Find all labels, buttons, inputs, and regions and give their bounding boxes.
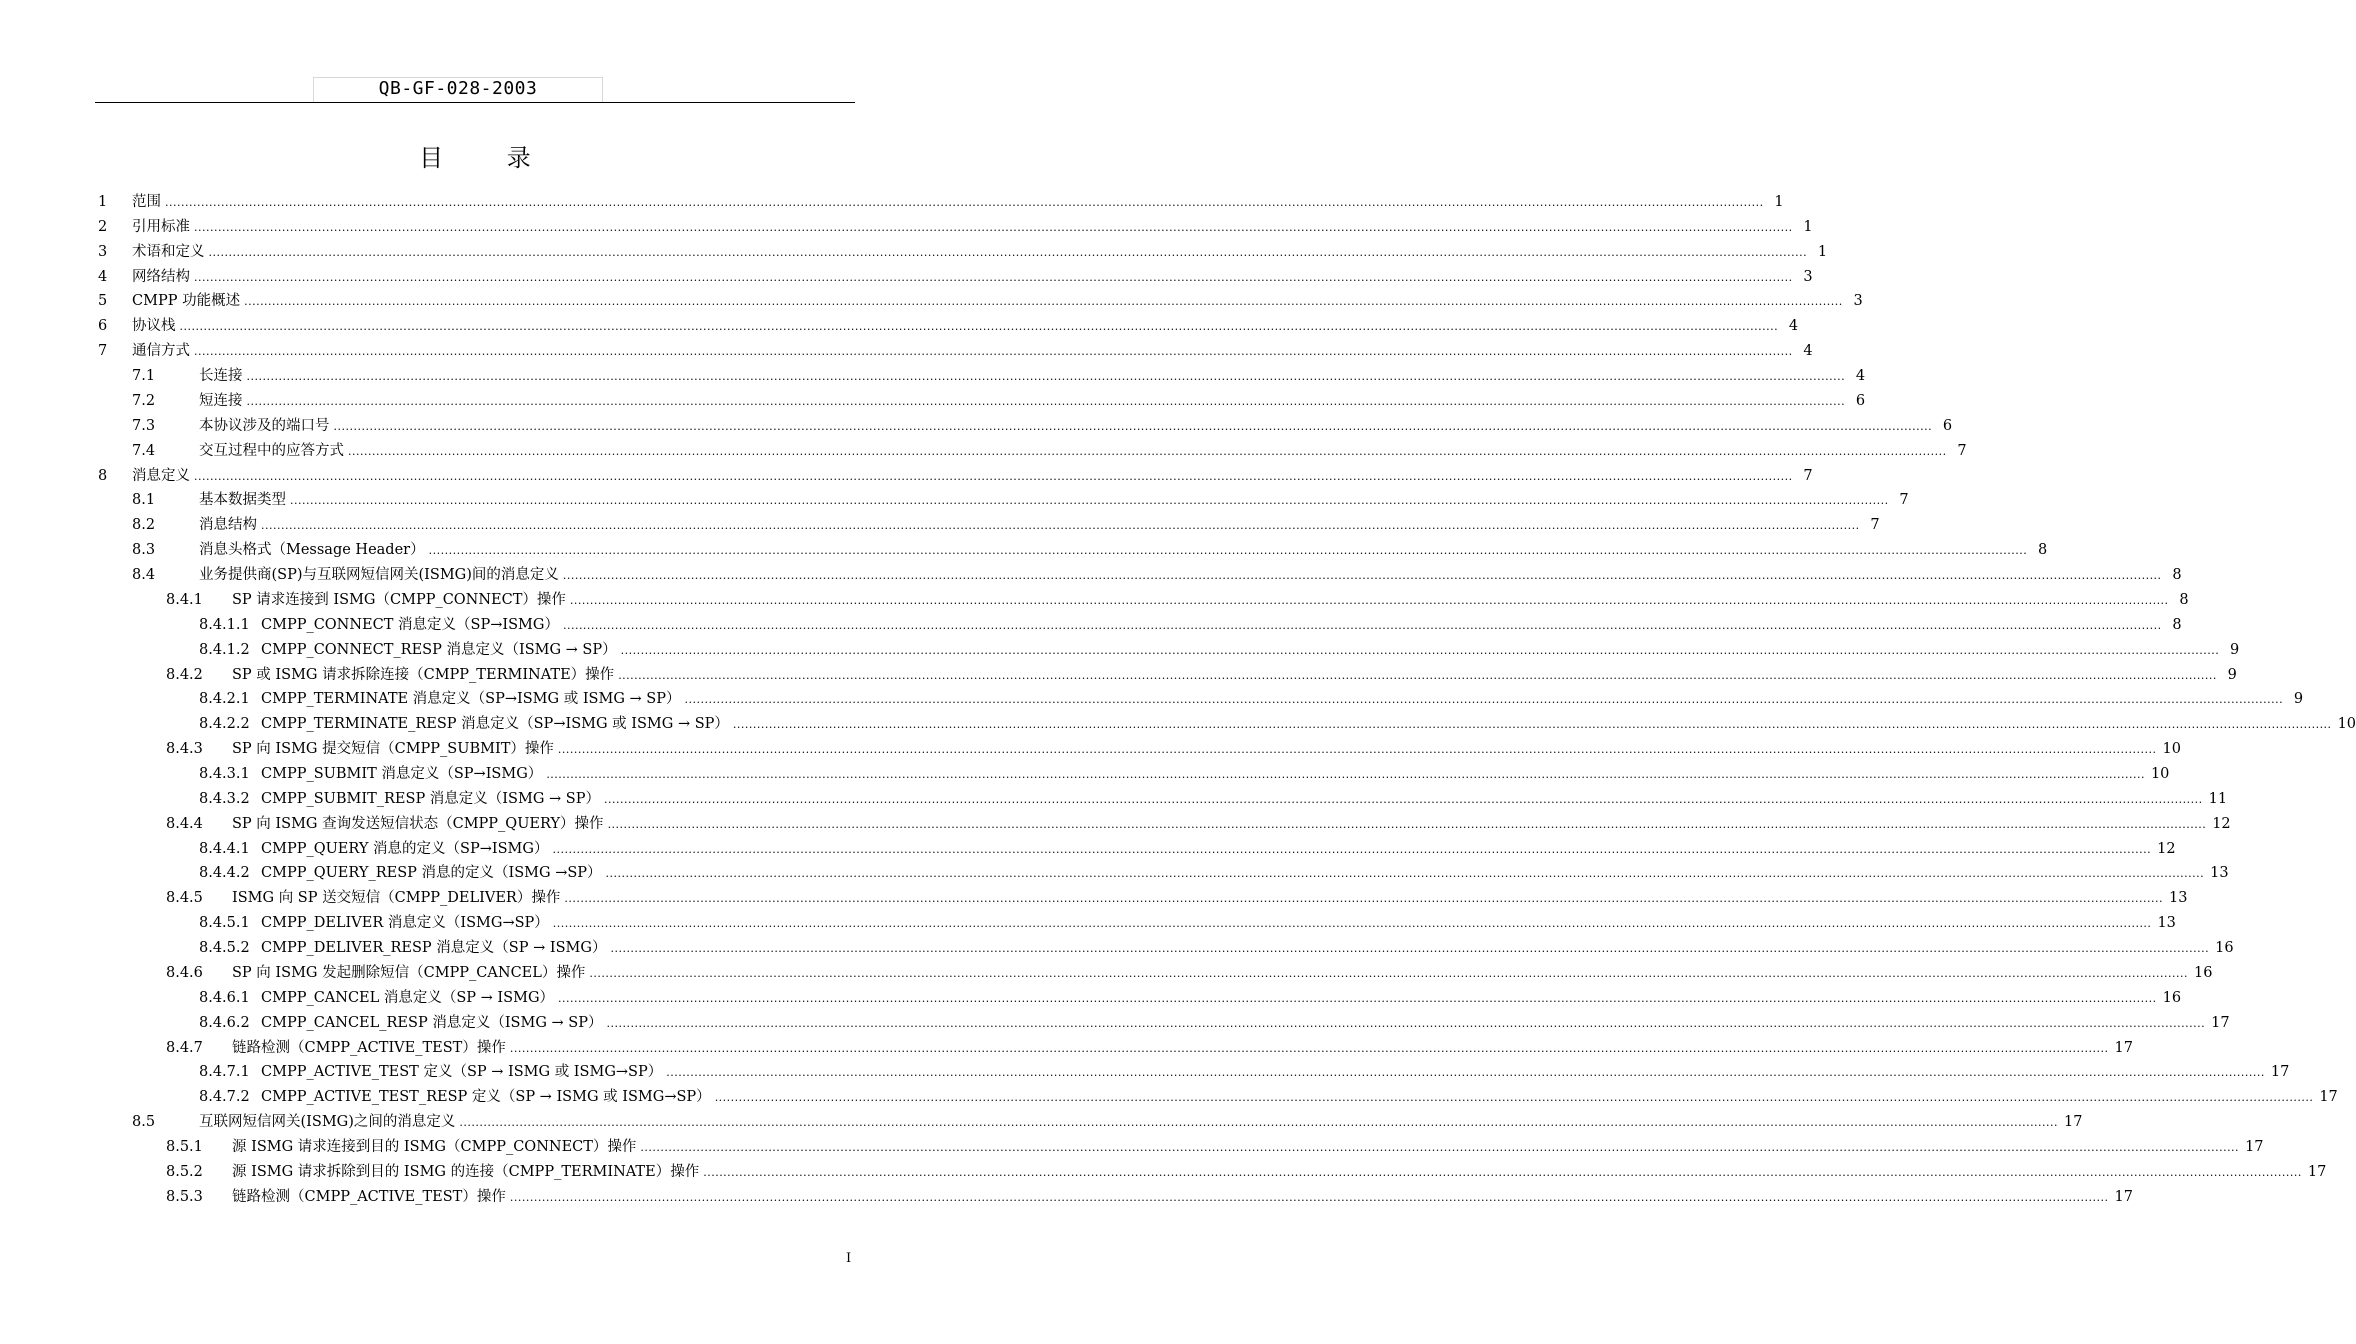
toc-entry[interactable]	[132, 490, 1909, 510]
toc-entry[interactable]	[199, 988, 2182, 1008]
toc-entry-number: 8.2	[132, 517, 156, 534]
toc-leader-dots: ................................................................................................................................................................................................................................................................................................................................................................................................................	[348, 444, 1947, 458]
toc-entry-title: SP 向 ISMG 查询发送短信状态（CMPP_QUERY）操作	[232, 815, 604, 832]
toc-leader-dots: ................................................................................................................................................................................................................................................................................................................................................................................................................	[333, 419, 1933, 433]
toc-leader-dots: ................................................................................................................................................................................................................................................................................................................................................................................................................	[564, 892, 2163, 906]
toc-entry-title: SP 请求连接到 ISMG（CMPP_CONNECT）操作	[232, 591, 566, 608]
toc-leader-dots: ................................................................................................................................................................................................................................................................................................................................................................................................................	[246, 394, 1846, 408]
toc-leader-dots: ................................................................................................................................................................................................................................................................................................................................................................................................................	[562, 569, 2162, 583]
toc-entry-title: CMPP_CANCEL_RESP 消息定义（ISMG → SP）	[261, 1014, 603, 1031]
toc-entry-number: 8.4.2	[166, 666, 203, 683]
toc-leader-dots: ................................................................................................................................................................................................................................................................................................................................................................................................................	[290, 494, 1889, 508]
toc-entry-page: 7	[1957, 442, 1967, 459]
toc-entry[interactable]	[98, 192, 1784, 212]
toc-entry-page: 6	[1855, 392, 1866, 409]
toc-entry[interactable]	[199, 789, 2228, 809]
toc-entry-title: SP 或 ISMG 请求拆除连接（CMPP_TERMINATE）操作	[232, 666, 615, 683]
toc-entry-number: 7.1	[132, 368, 156, 385]
toc-entry[interactable]	[132, 391, 1866, 411]
toc-entry-page: 17	[2064, 1114, 2083, 1131]
toc-entry-number: 8.5.2	[166, 1163, 203, 1180]
toc-leader-dots: ................................................................................................................................................................................................................................................................................................................................................................................................................	[562, 618, 2162, 632]
toc-entry-number: 3	[98, 243, 108, 260]
toc-entry-page: 16	[2215, 940, 2234, 957]
toc-entry-number: 8.4.7	[166, 1039, 203, 1056]
toc-entry[interactable]	[199, 689, 2304, 709]
toc-entry-number: 6	[98, 318, 108, 335]
toc-entry-title: 短连接	[199, 392, 243, 409]
toc-entry-page: 17	[2114, 1188, 2133, 1205]
toc-entry-title: CMPP_CANCEL 消息定义（SP → ISMG）	[261, 989, 555, 1006]
toc-entry-title: 网络结构	[132, 268, 190, 285]
toc-entry[interactable]	[166, 665, 2237, 685]
toc-entry[interactable]	[199, 764, 2170, 784]
toc-entry[interactable]	[166, 1038, 2133, 1058]
toc-leader-dots: ................................................................................................................................................................................................................................................................................................................................................................................................................	[620, 643, 2220, 657]
toc-entry[interactable]	[166, 1137, 2264, 1157]
toc-entry-number: 8.4.5	[166, 890, 203, 907]
toc-entry-number: 8.4.2.2	[199, 716, 250, 733]
toc-leader-dots: ................................................................................................................................................................................................................................................................................................................................................................................................................	[618, 668, 2217, 682]
toc-entry-page: 3	[1803, 268, 1813, 285]
toc-leader-dots: ................................................................................................................................................................................................................................................................................................................................................................................................................	[459, 1116, 2059, 1130]
toc-entry-page: 17	[2319, 1089, 2338, 1106]
toc-entry-page: 4	[1855, 368, 1866, 385]
toc-leader-dots: ................................................................................................................................................................................................................................................................................................................................................................................................................	[428, 544, 2028, 558]
toc-entry-page: 17	[2211, 1014, 2230, 1031]
toc-entry-number: 8.4.4	[166, 815, 203, 832]
toc-entry-title: CMPP_DELIVER 消息定义（ISMG→SP）	[261, 915, 549, 932]
toc-entry-page: 8	[2179, 591, 2189, 608]
toc-leader-dots: ................................................................................................................................................................................................................................................................................................................................................................................................................	[244, 295, 1843, 309]
toc-entry-title: 链路检测（CMPP_ACTIVE_TEST）操作	[232, 1039, 506, 1056]
toc-entry-title: 通信方式	[132, 343, 190, 360]
toc-entry-title: CMPP_SUBMIT_RESP 消息定义（ISMG → SP）	[261, 790, 600, 807]
toc-entry[interactable]	[199, 1087, 2338, 1107]
toc-entry-number: 8.1	[132, 492, 156, 509]
toc-entry-number: 5	[98, 293, 108, 310]
toc-entry-number: 8.4.1.1	[199, 616, 250, 633]
toc-entry-page: 3	[1853, 293, 1863, 310]
toc-entry-number: 8.4.6	[166, 964, 203, 981]
toc-entry-number: 8.4.3	[166, 741, 203, 758]
toc-entry-number: 8.4.5.1	[199, 915, 250, 932]
toc-entry[interactable]	[98, 316, 1799, 336]
toc-leader-dots: ................................................................................................................................................................................................................................................................................................................................................................................................................	[610, 942, 2210, 956]
toc-leader-dots: ................................................................................................................................................................................................................................................................................................................................................................................................................	[509, 1190, 2109, 1204]
toc-entry-page: 17	[2245, 1139, 2264, 1156]
toc-leader-dots: ................................................................................................................................................................................................................................................................................................................................................................................................................	[552, 842, 2152, 856]
toc-entry-page: 11	[2208, 790, 2228, 807]
toc-entry[interactable]	[132, 540, 2048, 560]
toc-entry[interactable]	[98, 267, 1813, 287]
toc-leader-dots: ................................................................................................................................................................................................................................................................................................................................................................................................................	[208, 245, 1808, 259]
toc-entry[interactable]	[98, 242, 1828, 262]
toc-leader-dots: ................................................................................................................................................................................................................................................................................................................................................................................................................	[732, 718, 2332, 732]
toc-entry-title: CMPP_CONNECT_RESP 消息定义（ISMG → SP）	[261, 641, 617, 658]
toc-entry-page: 13	[2157, 915, 2176, 932]
toc-entry-title: 链路检测（CMPP_ACTIVE_TEST）操作	[232, 1188, 506, 1205]
toc-entry-page: 8	[2038, 542, 2048, 559]
toc-entry-title: 交互过程中的应答方式	[199, 442, 344, 459]
toc-entry-number: 8.4.6.2	[199, 1014, 250, 1031]
toc-entry-number: 8	[98, 467, 108, 484]
toc-entry-title: 本协议涉及的端口号	[199, 417, 330, 434]
toc-entry-title: CMPP_CONNECT 消息定义（SP→ISMG）	[261, 616, 559, 633]
toc-entry-page: 4	[1803, 343, 1813, 360]
toc-leader-dots: ................................................................................................................................................................................................................................................................................................................................................................................................................	[179, 320, 1779, 334]
toc-entry[interactable]	[199, 714, 2356, 734]
toc-entry-page: 16	[2194, 964, 2213, 981]
toc-entry-number: 8.3	[132, 542, 156, 559]
toc-entry[interactable]	[98, 466, 1813, 486]
toc-entry-number: 8.4.1	[166, 591, 203, 608]
toc-entry[interactable]	[132, 515, 1880, 535]
toc-entry-page: 12	[2157, 840, 2176, 857]
toc-entry-page: 9	[2230, 641, 2240, 658]
toc-entry[interactable]	[166, 1162, 2327, 1182]
document-code: QB-GF-028-2003	[313, 77, 603, 102]
toc-leader-dots: ................................................................................................................................................................................................................................................................................................................................................................................................................	[703, 1165, 2302, 1179]
toc-entry-page: 12	[2212, 815, 2231, 832]
toc-entry-page: 1	[1774, 194, 1784, 210]
toc-entry[interactable]	[166, 1187, 2133, 1207]
toc-leader-dots: ................................................................................................................................................................................................................................................................................................................................................................................................................	[607, 817, 2207, 831]
toc-entry-page: 13	[2169, 890, 2188, 907]
toc-entry-number: 8.4.3.2	[199, 790, 250, 807]
toc-entry[interactable]	[199, 640, 2240, 660]
toc-entry-title: CMPP_QUERY_RESP 消息的定义（ISMG →SP）	[261, 865, 602, 882]
toc-entry-title: 协议栈	[132, 318, 176, 335]
toc-entry[interactable]	[132, 1112, 2083, 1132]
toc-entry-title: CMPP_TERMINATE_RESP 消息定义（SP→ISMG 或 ISMG → SP）	[261, 716, 729, 733]
toc-entry-title: CMPP_ACTIVE_TEST 定义（SP → ISMG 或 ISMG→SP）	[261, 1064, 663, 1081]
toc-entry-title: ISMG 向 SP 送交短信（CMPP_DELIVER）操作	[232, 890, 561, 907]
toc-entry-number: 7	[98, 343, 108, 360]
toc-entry-page: 6	[1942, 417, 1953, 434]
toc-entry-number: 1	[98, 194, 108, 210]
toc-entry-number: 7.3	[132, 417, 156, 434]
toc-entry-page: 17	[2114, 1039, 2133, 1056]
toc-entry-page: 7	[1899, 492, 1909, 509]
toc-entry-number: 8.4	[132, 567, 156, 584]
toc-entry-number: 8.4.6.1	[199, 989, 250, 1006]
toc-entry-title: CMPP_ACTIVE_TEST_RESP 定义（SP → ISMG 或 ISMG→SP）	[261, 1089, 711, 1106]
toc-entry-number: 7.2	[132, 392, 156, 409]
toc-entry-page: 1	[1817, 243, 1828, 260]
toc-entry-title: 术语和定义	[132, 243, 205, 260]
toc-entry-title: 范围	[132, 194, 161, 210]
toc-entry-number: 8.4.4.2	[199, 865, 250, 882]
toc-entry-title: 互联网短信网关(ISMG)之间的消息定义	[199, 1114, 456, 1131]
toc-leader-dots: ................................................................................................................................................................................................................................................................................................................................................................................................................	[603, 792, 2203, 806]
toc-leader-dots: ................................................................................................................................................................................................................................................................................................................................................................................................................	[194, 345, 1793, 359]
toc-leader-dots: ................................................................................................................................................................................................................................................................................................................................................................................................................	[261, 519, 1860, 533]
toc-entry[interactable]	[166, 814, 2231, 834]
toc-entry-page: 4	[1788, 318, 1799, 335]
toc-entry-number: 8.5.3	[166, 1188, 203, 1205]
toc-entry-title: 源 ISMG 请求连接到目的 ISMG（CMPP_CONNECT）操作	[232, 1139, 637, 1156]
toc-title: 目 录	[419, 144, 559, 172]
toc-entry-page: 17	[2270, 1064, 2290, 1081]
toc-entry[interactable]	[98, 217, 1813, 237]
toc-leader-dots: ................................................................................................................................................................................................................................................................................................................................................................................................................	[546, 768, 2145, 781]
toc-entry-number: 8.4.1.2	[199, 641, 250, 658]
toc-entry-title: 消息结构	[199, 517, 257, 534]
toc-leader-dots: ................................................................................................................................................................................................................................................................................................................................................................................................................	[606, 1016, 2206, 1030]
toc-entry[interactable]	[199, 938, 2234, 958]
toc-entry-title: CMPP_DELIVER_RESP 消息定义（SP → ISMG）	[261, 940, 607, 957]
toc-entry-title: CMPP_TERMINATE 消息定义（SP→ISMG 或 ISMG → SP）	[261, 691, 681, 708]
toc-entry-title: 业务提供商(SP)与互联网短信网关(ISMG)间的消息定义	[199, 567, 559, 584]
toc-entry-page: 10	[2162, 741, 2181, 758]
toc-entry-number: 4	[98, 268, 108, 285]
toc-entry-page: 17	[2307, 1163, 2327, 1180]
toc-entry-page: 9	[2293, 691, 2304, 708]
toc-entry-title: 长连接	[199, 368, 243, 385]
toc-entry-number: 8.4.3.1	[199, 766, 250, 782]
toc-entry-title: CMPP_QUERY 消息的定义（SP→ISMG）	[261, 840, 549, 857]
toc-entry-page: 1	[1803, 218, 1813, 235]
toc-entry[interactable]	[166, 888, 2188, 908]
toc-leader-dots: ................................................................................................................................................................................................................................................................................................................................................................................................................	[194, 270, 1793, 284]
toc-leader-dots: ................................................................................................................................................................................................................................................................................................................................................................................................................	[569, 593, 2169, 607]
toc-entry-number: 2	[98, 218, 108, 235]
toc-entry-number: 8.5	[132, 1114, 156, 1131]
toc-leader-dots: ................................................................................................................................................................................................................................................................................................................................................................................................................	[246, 370, 1846, 384]
toc-leader-dots: ................................................................................................................................................................................................................................................................................................................................................................................................................	[589, 966, 2189, 980]
toc-leader-dots: ................................................................................................................................................................................................................................................................................................................................................................................................................	[509, 1041, 2109, 1055]
toc-entry-number: 7.4	[132, 442, 156, 459]
toc-leader-dots: ................................................................................................................................................................................................................................................................................................................................................................................................................	[605, 867, 2205, 881]
toc-entry-number: 8.4.4.1	[199, 840, 250, 857]
toc-entry-title: CMPP 功能概述	[132, 293, 241, 310]
toc-entry-page: 7	[1803, 467, 1813, 484]
toc-entry[interactable]	[166, 963, 2213, 983]
toc-entry[interactable]	[199, 615, 2182, 635]
toc-entry-title: 源 ISMG 请求拆除到目的 ISMG 的连接（CMPP_TERMINATE）操作	[232, 1163, 700, 1180]
toc-entry[interactable]	[199, 1062, 2290, 1082]
toc-entry-number: 8.4.5.2	[199, 940, 250, 957]
toc-entry[interactable]	[199, 1013, 2230, 1033]
toc-entry[interactable]	[199, 863, 2229, 883]
toc-entry[interactable]	[98, 341, 1813, 361]
toc-entry[interactable]	[166, 590, 2189, 610]
toc-entry[interactable]	[166, 739, 2181, 759]
toc-leader-dots: ................................................................................................................................................................................................................................................................................................................................................................................................................	[194, 469, 1793, 483]
toc-entry-title: 基本数据类型	[199, 492, 286, 509]
toc-entry-title: 消息头格式（Message Header）	[199, 542, 425, 559]
toc-entry-title: SP 向 ISMG 提交短信（CMPP_SUBMIT）操作	[232, 741, 554, 758]
toc-entry-number: 8.4.7.1	[199, 1064, 250, 1081]
toc-entry-title: SP 向 ISMG 发起删除短信（CMPP_CANCEL）操作	[232, 964, 586, 981]
toc-entry-title: CMPP_SUBMIT 消息定义（SP→ISMG）	[261, 766, 543, 782]
toc-entry[interactable]	[132, 416, 1953, 436]
toc-leader-dots: ................................................................................................................................................................................................................................................................................................................................................................................................................	[684, 693, 2284, 707]
toc-entry-number: 8.4.2.1	[199, 691, 250, 708]
toc-entry-title: 引用标准	[132, 218, 190, 235]
toc-entry-number: 8.5.1	[166, 1139, 203, 1156]
toc-entry-page: 8	[2172, 616, 2182, 633]
toc-entry-title: 消息定义	[132, 467, 190, 484]
toc-leader-dots: ................................................................................................................................................................................................................................................................................................................................................................................................................	[640, 1141, 2240, 1155]
toc-leader-dots: ................................................................................................................................................................................................................................................................................................................................................................................................................	[557, 743, 2157, 757]
toc-entry-page: 9	[2227, 666, 2237, 683]
page-number: I	[846, 1251, 852, 1266]
toc-entry-page: 7	[1870, 517, 1880, 534]
toc-entry-page: 10	[2150, 766, 2170, 782]
toc-entry[interactable]	[132, 441, 1967, 461]
toc-leader-dots: ................................................................................................................................................................................................................................................................................................................................................................................................................	[714, 1091, 2314, 1105]
toc-entry-page: 13	[2210, 865, 2229, 882]
toc-entry[interactable]	[199, 839, 2176, 859]
toc-leader-dots: ................................................................................................................................................................................................................................................................................................................................................................................................................	[558, 991, 2157, 1005]
toc-leader-dots: ................................................................................................................................................................................................................................................................................................................................................................................................................	[194, 220, 1793, 234]
toc-entry[interactable]	[98, 291, 1863, 311]
toc-entry[interactable]	[132, 366, 1866, 386]
toc-entry-number: 8.4.7.2	[199, 1089, 250, 1106]
toc-entry-page: 16	[2162, 989, 2182, 1006]
toc-entry[interactable]	[199, 913, 2176, 933]
toc-entry-page: 8	[2172, 567, 2182, 584]
toc-leader-dots: ................................................................................................................................................................................................................................................................................................................................................................................................................	[552, 917, 2152, 931]
toc-entry-page: 10	[2337, 716, 2356, 733]
toc-leader-dots: ................................................................................................................................................................................................................................................................................................................................................................................................................	[666, 1066, 2265, 1080]
toc-entry[interactable]	[132, 565, 2182, 585]
toc-leader-dots: ................................................................................................................................................................................................................................................................................................................................................................................................................	[165, 196, 1764, 209]
